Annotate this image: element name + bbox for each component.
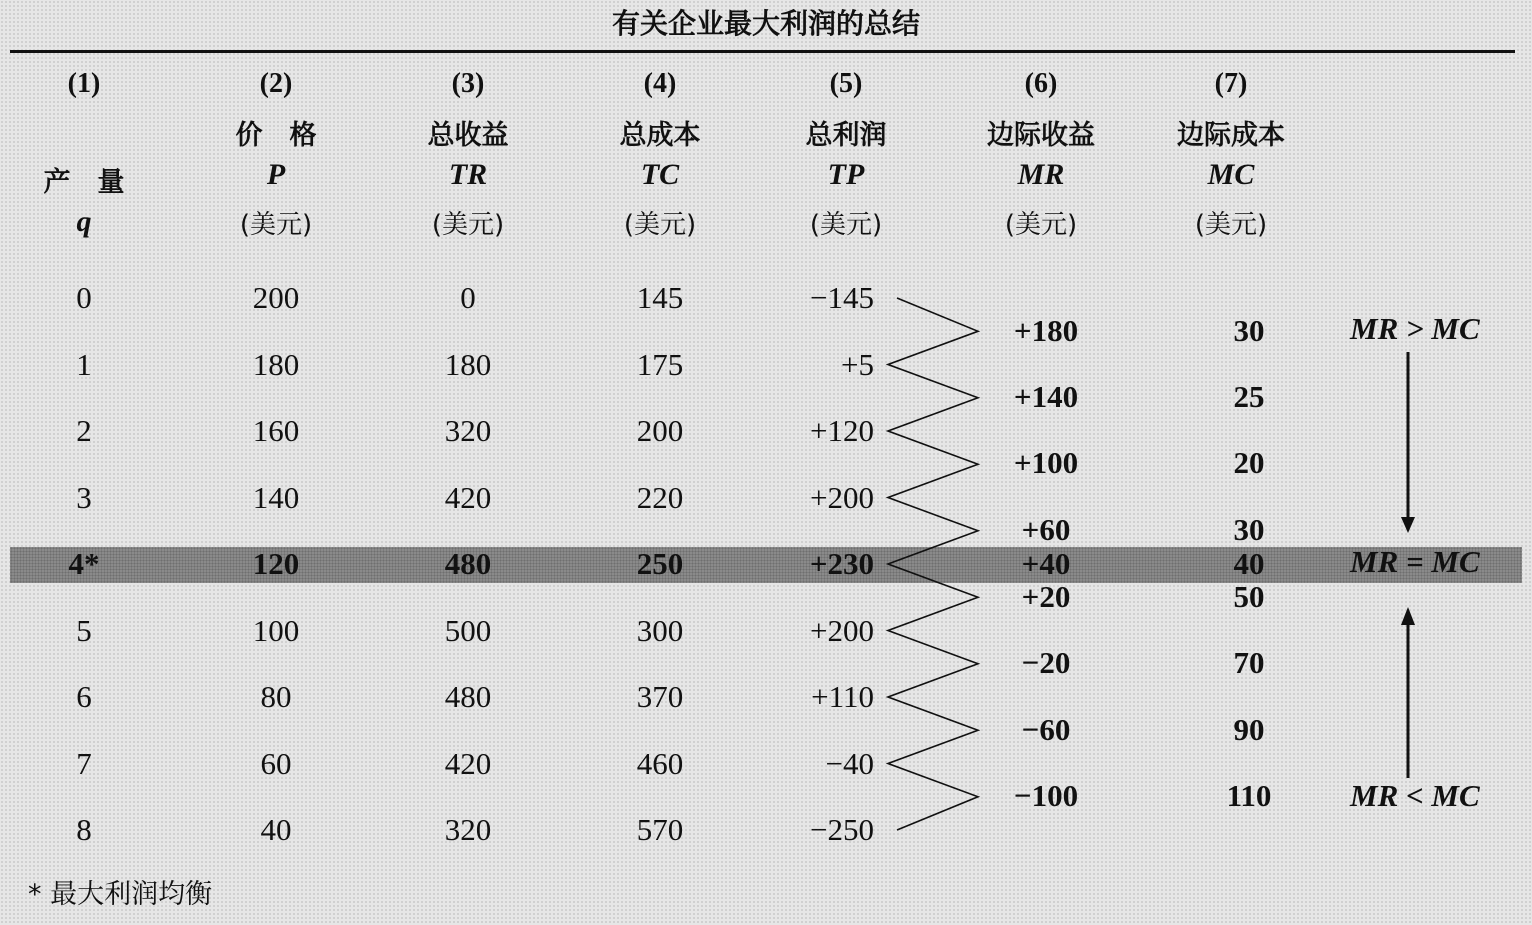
cell-q: 7 <box>76 745 92 781</box>
cell-tc: 300 <box>636 612 684 648</box>
cell-mr: +60 <box>1021 512 1071 547</box>
col6-symbol: MR <box>1017 158 1065 191</box>
cell-mr: −60 <box>1021 712 1071 747</box>
cell-mc: 40 <box>1233 546 1265 581</box>
cell-p: 60 <box>260 745 292 781</box>
col4-name: 总成本 <box>619 120 701 151</box>
cell-tc: 200 <box>636 413 684 448</box>
cell-mc: 25 <box>1233 379 1265 414</box>
footnote: * 最大利润均衡 <box>28 879 213 910</box>
zigzag-connector <box>888 298 978 830</box>
col7-symbol: MC <box>1207 158 1255 191</box>
cell-tp: +200 <box>810 612 874 648</box>
cell-q: 3 <box>76 479 92 515</box>
cell-p: 160 <box>252 413 300 448</box>
cell-tc: 460 <box>636 745 684 781</box>
cell-tp: −40 <box>825 745 874 781</box>
cell-tc: 250 <box>636 546 684 581</box>
cell-tr: 320 <box>444 812 492 847</box>
cell-p: 200 <box>252 280 300 315</box>
col2-unit: (美元) <box>239 210 313 240</box>
cell-mc: 50 <box>1233 579 1265 614</box>
col5-symbol: TP <box>827 158 865 191</box>
cell-tp: +200 <box>810 479 874 515</box>
cell-tr: 500 <box>444 612 492 648</box>
cell-mc: 70 <box>1233 645 1265 680</box>
cell-mr: +20 <box>1021 579 1071 614</box>
cell-p: 100 <box>252 612 300 648</box>
cell-tc: 220 <box>636 479 684 515</box>
col6-name: 边际收益 <box>987 120 1095 151</box>
cell-mc: 30 <box>1233 313 1265 348</box>
cell-mr: −20 <box>1021 645 1071 680</box>
col4-unit: (美元) <box>623 210 697 240</box>
col3-name: 总收益 <box>427 120 509 151</box>
col4-symbol: TC <box>640 158 680 191</box>
col2-number: (2) <box>259 68 293 99</box>
col3-number: (3) <box>451 68 485 99</box>
cell-mc: 20 <box>1233 445 1265 480</box>
cell-q: 4* <box>68 546 100 581</box>
cell-mr: +140 <box>1013 379 1079 414</box>
cell-tc: 370 <box>636 679 684 714</box>
cell-tc: 570 <box>636 812 684 847</box>
annotation-mr-gt-mc: MR > MC <box>1350 311 1480 346</box>
cell-tr: 480 <box>444 546 492 581</box>
cell-p: 80 <box>260 679 292 714</box>
col3-symbol: TR <box>448 158 488 191</box>
col6-number: (6) <box>1024 68 1058 99</box>
annotation-mr-lt-mc: MR < MC <box>1350 778 1480 813</box>
cell-tc: 175 <box>636 346 684 382</box>
cell-tp: +110 <box>811 679 874 714</box>
down-arrow <box>1401 352 1415 533</box>
col1-number: (1) <box>67 68 101 99</box>
col5-number: (5) <box>829 68 863 99</box>
col4-number: (4) <box>643 68 677 99</box>
cell-q: 6 <box>76 679 92 714</box>
cell-tr: 480 <box>444 679 492 714</box>
cell-p: 180 <box>252 346 300 382</box>
cell-tp: +120 <box>810 413 874 448</box>
col1-name: 产 量 <box>43 167 125 198</box>
cell-tp: −145 <box>810 280 874 315</box>
cell-q: 5 <box>76 612 92 648</box>
cell-tc: 145 <box>636 280 684 315</box>
col6-unit: (美元) <box>1004 210 1078 240</box>
cell-p: 120 <box>252 546 300 581</box>
cell-p: 140 <box>252 479 300 515</box>
cell-tp: +5 <box>841 346 874 382</box>
cell-mc: 110 <box>1226 778 1272 813</box>
col7-number: (7) <box>1214 68 1248 99</box>
col3-unit: (美元) <box>431 210 505 240</box>
col5-name: 总利润 <box>805 120 887 151</box>
cell-mr: +40 <box>1021 546 1071 581</box>
cell-mr: −100 <box>1013 778 1079 813</box>
col7-name: 边际成本 <box>1177 120 1285 151</box>
cell-q: 1 <box>76 346 92 382</box>
cell-tr: 180 <box>444 346 492 382</box>
cell-tp: +230 <box>809 546 874 581</box>
cell-tr: 0 <box>460 280 476 315</box>
annotation-mr-eq-mc: MR = MC <box>1350 544 1480 579</box>
cell-mr: +180 <box>1013 313 1079 348</box>
cell-tr: 320 <box>444 413 492 448</box>
up-arrow <box>1401 607 1415 778</box>
cell-tp: −250 <box>810 812 874 847</box>
table-title: 有关企业最大利润的总结 <box>611 7 920 40</box>
cell-mr: +100 <box>1013 445 1079 480</box>
cell-q: 0 <box>76 280 92 315</box>
col1-symbol: q <box>76 205 92 238</box>
cell-mc: 30 <box>1233 512 1265 547</box>
cell-q: 2 <box>76 413 92 448</box>
col7-unit: (美元) <box>1194 210 1268 240</box>
cell-mc: 90 <box>1233 712 1265 747</box>
col2-name: 价 格 <box>235 120 317 151</box>
cell-tr: 420 <box>444 479 492 515</box>
cell-q: 8 <box>76 812 92 847</box>
cell-tr: 420 <box>444 745 492 781</box>
cell-p: 40 <box>260 812 292 847</box>
col5-unit: (美元) <box>809 210 883 240</box>
col2-symbol: P <box>266 158 286 191</box>
